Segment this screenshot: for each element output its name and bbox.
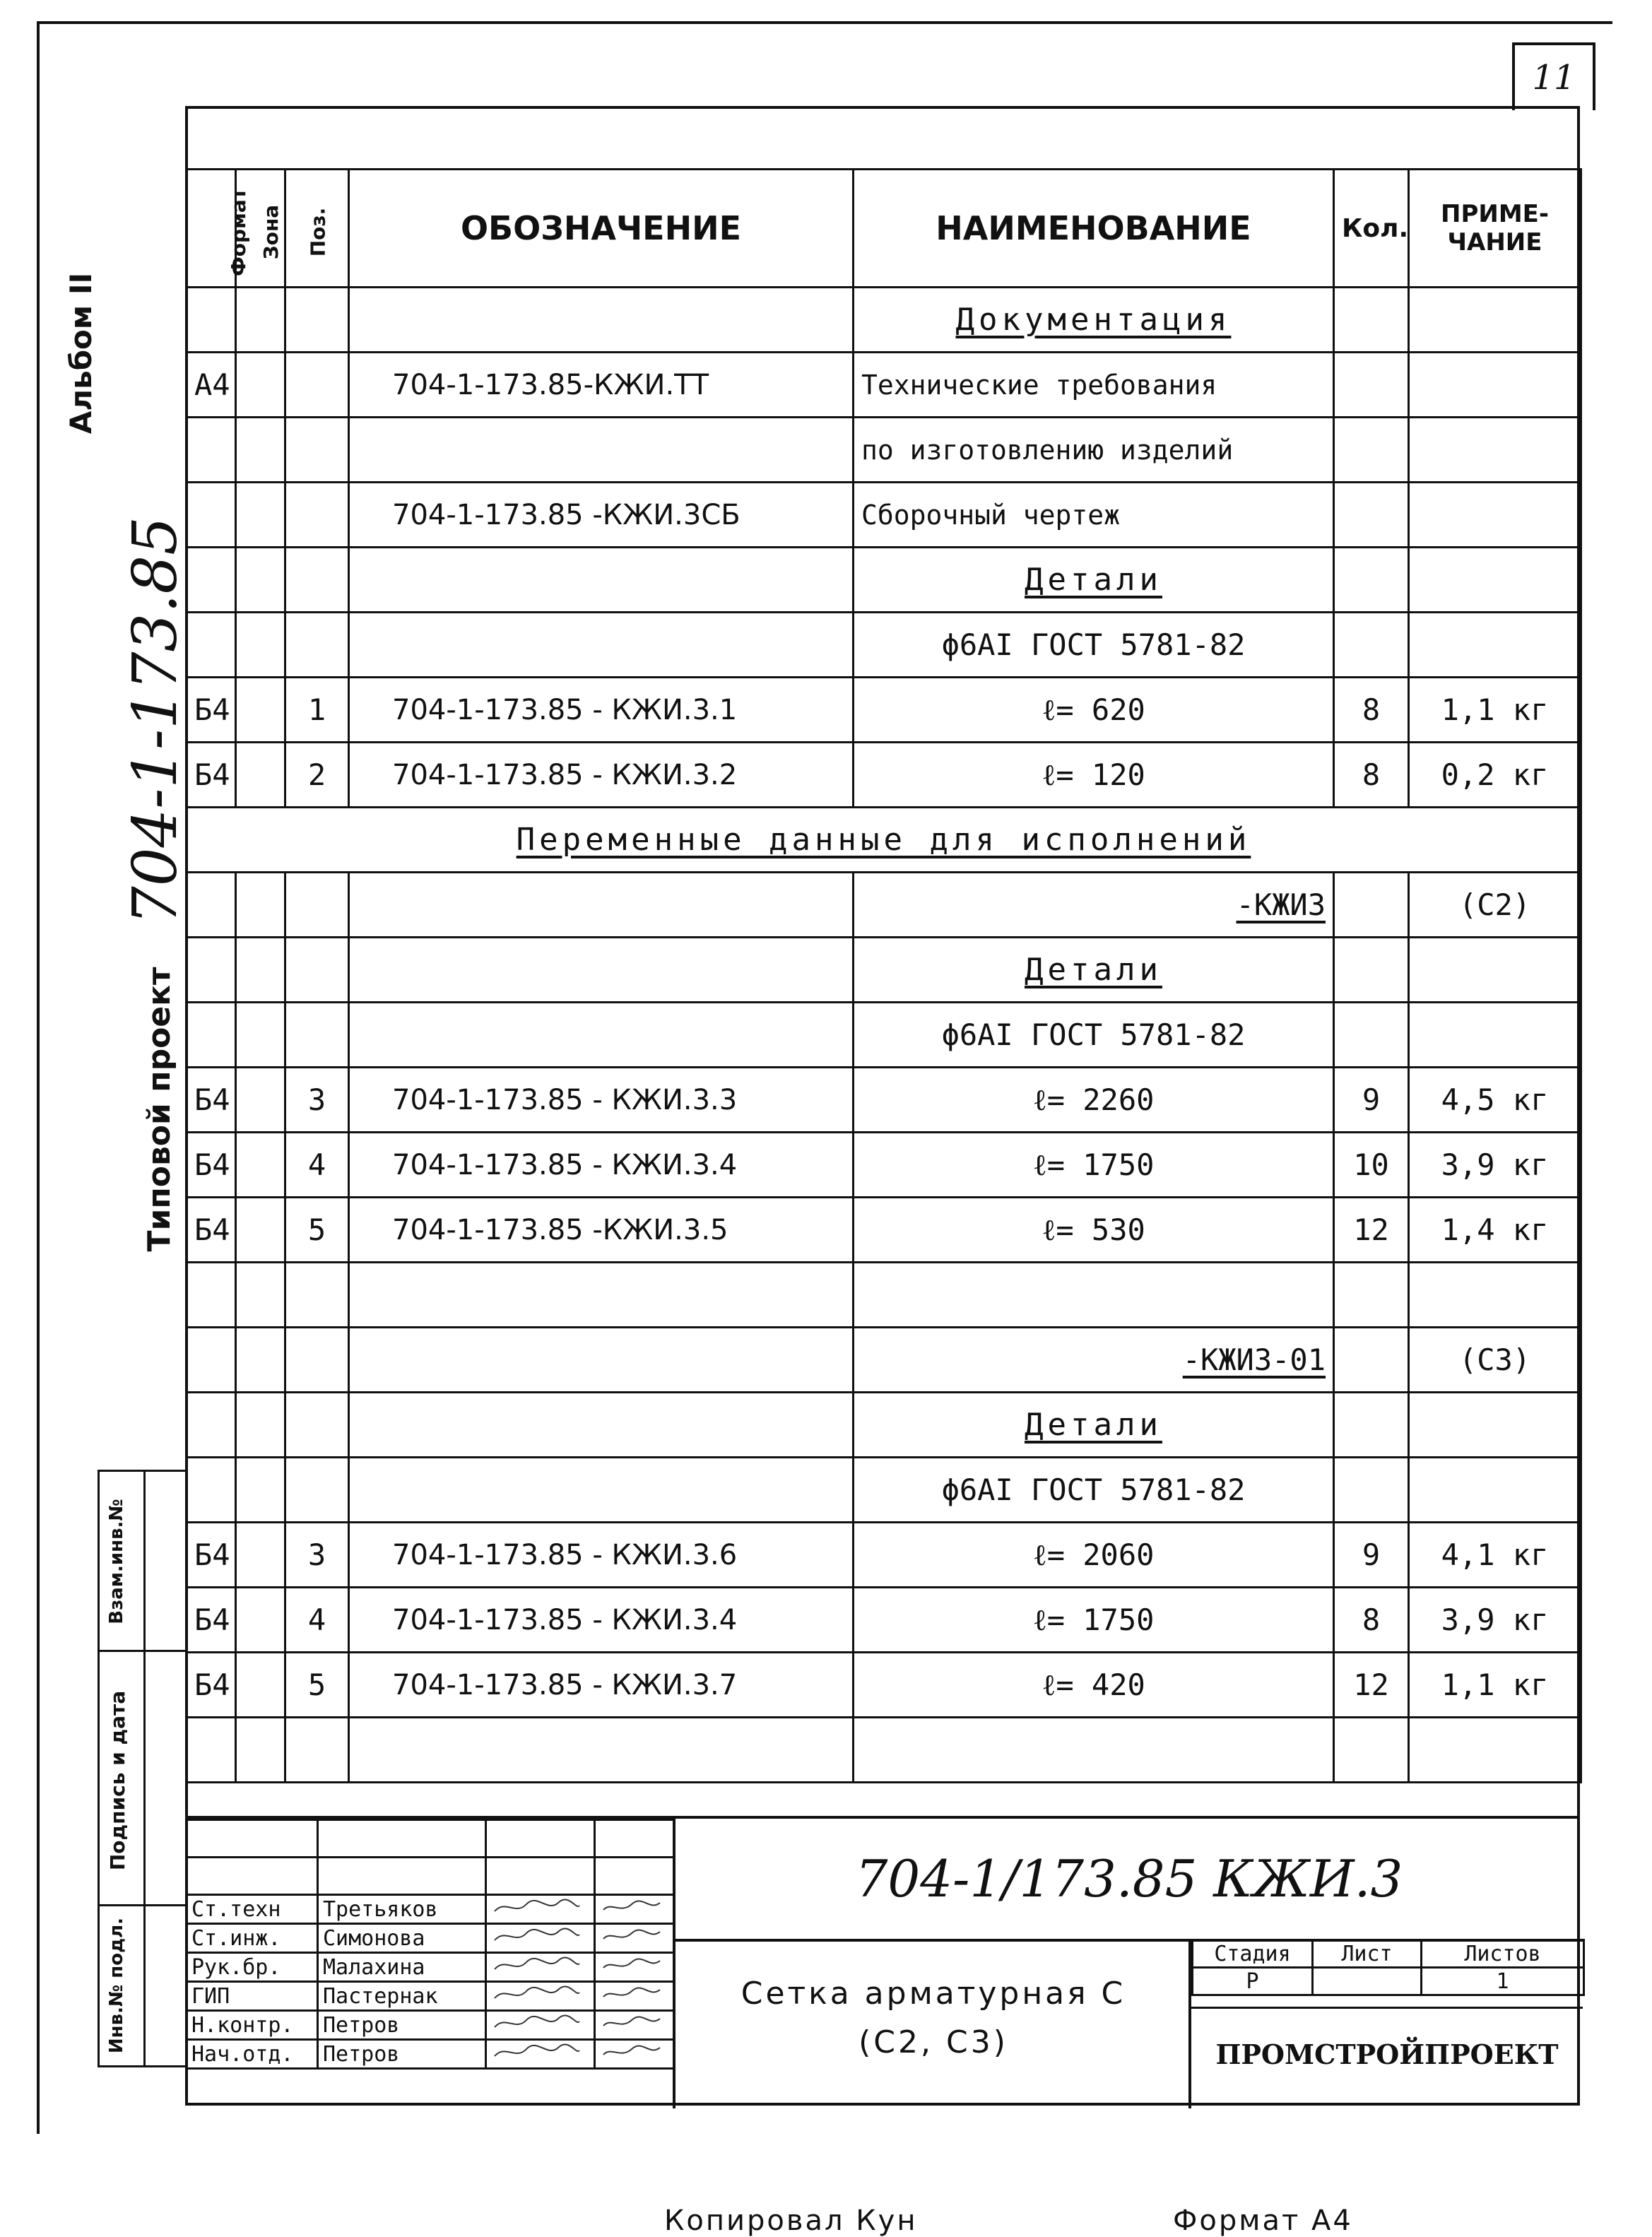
cell-pos: 4 xyxy=(285,1588,349,1653)
cell-note xyxy=(1409,548,1581,613)
spec-row xyxy=(187,1263,1581,1328)
cell-name: Детали xyxy=(854,1393,1334,1458)
cell-note xyxy=(1409,938,1581,1003)
cell-note: (С2) xyxy=(1409,873,1581,938)
cell-note xyxy=(1409,1458,1581,1523)
specification-table xyxy=(185,168,1582,1783)
cell-zone xyxy=(236,1133,285,1198)
spec-row xyxy=(187,1068,1581,1133)
signatory-role: Ст.инж. xyxy=(187,1924,318,1953)
signatory-row xyxy=(187,2040,674,2069)
cell-qty xyxy=(1334,613,1409,678)
cell-format xyxy=(187,1003,236,1068)
cell-qty xyxy=(1334,938,1409,1003)
cell-designation xyxy=(349,1393,854,1458)
header-format: Формат xyxy=(187,170,236,288)
spec-row xyxy=(187,743,1581,808)
cell-name: ℓ= 2260 xyxy=(854,1068,1334,1133)
spec-row xyxy=(187,1718,1581,1783)
spec-row xyxy=(187,1523,1581,1588)
cell-designation: 704-1-173.85 - КЖИ.3.2 xyxy=(349,743,854,808)
signatory-name: Петров xyxy=(318,2040,486,2069)
signatory-signature xyxy=(486,2040,595,2069)
cell-qty xyxy=(1334,548,1409,613)
cell-qty xyxy=(1334,418,1409,483)
cell-format xyxy=(187,1263,236,1328)
spec-row xyxy=(187,808,1581,873)
cell-designation xyxy=(349,1718,854,1783)
cell-zone xyxy=(236,1263,285,1328)
spec-body xyxy=(187,288,1581,1783)
cell-pos: 4 xyxy=(285,1133,349,1198)
signatory-role: Рук.бр. xyxy=(187,1953,318,1982)
cell-pos xyxy=(285,1003,349,1068)
cell-format: Б4 xyxy=(187,1133,236,1198)
cell-qty xyxy=(1334,1393,1409,1458)
cell-name: ϕ6АI ГОСТ 5781-82 xyxy=(854,1003,1334,1068)
cell-pos xyxy=(285,873,349,938)
document-code-cell xyxy=(673,1819,1583,1942)
section-heading xyxy=(187,808,1581,873)
signature-scribble xyxy=(491,1983,583,2004)
cell-zone xyxy=(236,1068,285,1133)
spec-header-row xyxy=(187,170,1581,288)
cell-zone xyxy=(236,1718,285,1783)
cell-zone xyxy=(236,288,285,353)
cell-designation: 704-1-173.85-КЖИ.ТТ xyxy=(349,353,854,418)
cell-name: Детали xyxy=(854,548,1334,613)
handwritten-signature xyxy=(491,1990,583,2008)
stage-table xyxy=(1191,1939,1585,1996)
cell-designation xyxy=(349,873,854,938)
date-scribble xyxy=(600,1896,663,1917)
cell-designation xyxy=(349,1458,854,1523)
spec-row xyxy=(187,1653,1581,1718)
cell-note xyxy=(1409,1393,1581,1458)
spec-row xyxy=(187,873,1581,938)
blank-cell xyxy=(187,1858,318,1895)
date-scribble xyxy=(600,2012,663,2033)
signatory-table xyxy=(185,1819,675,2070)
cell-name: Сборочный чертеж xyxy=(854,483,1334,548)
cell-zone xyxy=(236,1458,285,1523)
cell-format: Б4 xyxy=(187,1653,236,1718)
cell-designation xyxy=(349,548,854,613)
cell-zone xyxy=(236,1393,285,1458)
signatory-name: Третьяков xyxy=(318,1895,486,1924)
cell-name: -КЖИ3-01 xyxy=(854,1328,1334,1393)
cell-designation xyxy=(349,613,854,678)
inv-sub-label: Взам.инв.№ xyxy=(106,1499,127,1624)
cell-designation xyxy=(349,1003,854,1068)
cell-note: 3,9 кг xyxy=(1409,1133,1581,1198)
cell-note: 1,4 кг xyxy=(1409,1198,1581,1263)
spec-row xyxy=(187,418,1581,483)
cell-zone xyxy=(236,1523,285,1588)
signatory-name: Пастернак xyxy=(318,1982,486,2011)
cell-pos: 3 xyxy=(285,1523,349,1588)
cell-designation: 704-1-173.85 - КЖИ.3.6 xyxy=(349,1523,854,1588)
cell-name: ℓ= 1750 xyxy=(854,1588,1334,1653)
handwritten-signature xyxy=(491,2048,583,2066)
sheet-value xyxy=(1313,1968,1422,1995)
signatory-date xyxy=(595,1982,674,2011)
handwritten-date xyxy=(600,1932,663,1950)
signatory-blank-row xyxy=(187,1858,674,1895)
cell-qty xyxy=(1334,288,1409,353)
cell-qty: 8 xyxy=(1334,678,1409,743)
typical-project-label: Типовой проект xyxy=(141,967,177,1252)
cell-name: ℓ= 620 xyxy=(854,678,1334,743)
blank-cell xyxy=(318,1820,486,1858)
cell-format xyxy=(187,1718,236,1783)
cell-pos xyxy=(285,1263,349,1328)
cell-qty xyxy=(1334,1458,1409,1523)
signatory-signature xyxy=(486,1924,595,1953)
cell-pos xyxy=(285,613,349,678)
cell-qty xyxy=(1334,1003,1409,1068)
inv-original-label: Инв.№ подл. xyxy=(106,1917,127,2054)
blank-cell xyxy=(318,1858,486,1895)
cell-designation xyxy=(349,288,854,353)
spec-row xyxy=(187,613,1581,678)
cell-qty xyxy=(1334,1328,1409,1393)
cell-zone xyxy=(236,418,285,483)
cell-name: ϕ6АI ГОСТ 5781-82 xyxy=(854,1458,1334,1523)
signature-scribble xyxy=(491,2041,583,2062)
cell-pos: 5 xyxy=(285,1653,349,1718)
spec-row xyxy=(187,1458,1581,1523)
cell-zone xyxy=(236,1198,285,1263)
spec-row xyxy=(187,1133,1581,1198)
cell-name: Технические требования xyxy=(854,353,1334,418)
signature-scribble xyxy=(491,2012,583,2033)
cell-format: А4 xyxy=(187,353,236,418)
cell-qty: 8 xyxy=(1334,1588,1409,1653)
cell-pos: 3 xyxy=(285,1068,349,1133)
cell-name: Детали xyxy=(854,938,1334,1003)
header-pos: Поз. xyxy=(285,170,349,288)
cell-designation: 704-1-173.85 - КЖИ.3.3 xyxy=(349,1068,854,1133)
cell-designation xyxy=(349,938,854,1003)
cell-format: Б4 xyxy=(187,678,236,743)
cell-zone xyxy=(236,1328,285,1393)
cell-designation: 704-1-173.85 - КЖИ.3.1 xyxy=(349,678,854,743)
cell-note xyxy=(1409,353,1581,418)
date-scribble xyxy=(600,1925,663,1946)
cell-name: ℓ= 120 xyxy=(854,743,1334,808)
cell-qty: 9 xyxy=(1334,1068,1409,1133)
cell-name: ℓ= 420 xyxy=(854,1653,1334,1718)
signatory-signature xyxy=(486,2011,595,2040)
cell-note: 4,1 кг xyxy=(1409,1523,1581,1588)
cell-format: Б4 xyxy=(187,1523,236,1588)
spec-row xyxy=(187,1588,1581,1653)
blank-cell xyxy=(486,1858,595,1895)
date-scribble xyxy=(600,1954,663,1975)
sheet-label: Лист xyxy=(1313,1940,1422,1968)
header-name: НАИМЕНОВАНИЕ xyxy=(854,170,1334,288)
section-heading-text: Переменные данные для исполнений xyxy=(516,822,1251,858)
spec-row xyxy=(187,288,1581,353)
cell-format xyxy=(187,613,236,678)
cell-qty: 12 xyxy=(1334,1653,1409,1718)
signature-date-label: Подпись и дата xyxy=(106,1690,129,1871)
date-scribble xyxy=(600,2041,663,2062)
document-code: 704-1/173.85 КЖИ.3 xyxy=(855,1849,1403,1908)
cell-name: ℓ= 1750 xyxy=(854,1133,1334,1198)
signatory-body xyxy=(187,1820,674,2069)
cell-zone xyxy=(236,938,285,1003)
cell-format: Б4 xyxy=(187,1198,236,1263)
cell-qty xyxy=(1334,483,1409,548)
drawing-title-line2: (С2, С3) xyxy=(859,2024,1008,2060)
organization-name: ПРОМСТРОЙПРОЕКТ xyxy=(1191,2007,1583,2101)
cell-qty: 12 xyxy=(1334,1198,1409,1263)
cell-pos xyxy=(285,288,349,353)
drawing-title-line1: Сетка арматурная С xyxy=(741,1976,1126,2012)
handwritten-signature xyxy=(491,1903,583,1921)
cell-format xyxy=(187,418,236,483)
signatory-name: Малахина xyxy=(318,1953,486,1982)
cell-designation: 704-1-173.85 -КЖИ.3.5 xyxy=(349,1198,854,1263)
cell-zone xyxy=(236,1653,285,1718)
signatory-row xyxy=(187,1895,674,1924)
cell-pos xyxy=(285,483,349,548)
stage-value: Р xyxy=(1193,1968,1313,1995)
spec-row xyxy=(187,548,1581,613)
cell-note: 0,2 кг xyxy=(1409,743,1581,808)
footer-format: Формат А4 xyxy=(1173,2204,1353,2237)
stage-header-row xyxy=(1193,1940,1584,1968)
cell-format: Б4 xyxy=(187,743,236,808)
cell-format xyxy=(187,1393,236,1458)
sheets-label: Листов xyxy=(1422,1940,1584,1968)
cell-note xyxy=(1409,1718,1581,1783)
cell-designation xyxy=(349,418,854,483)
sheet-number: 11 xyxy=(1532,58,1576,98)
cell-format xyxy=(187,483,236,548)
cell-name: ϕ6АI ГОСТ 5781-82 xyxy=(854,613,1334,678)
signatory-date xyxy=(595,1953,674,1982)
cell-note: 3,9 кг xyxy=(1409,1588,1581,1653)
cell-note xyxy=(1409,483,1581,548)
spec-row xyxy=(187,678,1581,743)
cell-pos xyxy=(285,418,349,483)
signatory-role: Ст.техн xyxy=(187,1895,318,1924)
cell-pos xyxy=(285,1458,349,1523)
cell-pos: 5 xyxy=(285,1198,349,1263)
cell-qty xyxy=(1334,1263,1409,1328)
cell-name: по изготовлению изделий xyxy=(854,418,1334,483)
cell-zone xyxy=(236,1588,285,1653)
cell-designation xyxy=(349,1328,854,1393)
cell-zone xyxy=(236,613,285,678)
blank-cell xyxy=(595,1820,674,1858)
signatory-date xyxy=(595,2040,674,2069)
cell-pos xyxy=(285,353,349,418)
cell-qty: 8 xyxy=(1334,743,1409,808)
header-qty: Кол. xyxy=(1334,170,1409,288)
cell-pos xyxy=(285,1393,349,1458)
handwritten-date xyxy=(600,2048,663,2066)
header-designation: ОБОЗНАЧЕНИЕ xyxy=(349,170,854,288)
cell-name: Документация xyxy=(854,288,1334,353)
cell-qty: 9 xyxy=(1334,1523,1409,1588)
cell-note xyxy=(1409,1263,1581,1328)
cell-note: (С3) xyxy=(1409,1328,1581,1393)
cell-format: Б4 xyxy=(187,1588,236,1653)
cell-qty xyxy=(1334,353,1409,418)
signatory-row xyxy=(187,1953,674,1982)
cell-zone xyxy=(236,483,285,548)
cell-zone xyxy=(236,743,285,808)
header-note: ПРИМЕ-ЧАНИЕ xyxy=(1409,170,1581,288)
sheets-value: 1 xyxy=(1422,1968,1584,1995)
cell-pos xyxy=(285,938,349,1003)
cell-pos xyxy=(285,548,349,613)
cell-name xyxy=(854,1263,1334,1328)
signatory-blank-row xyxy=(187,1820,674,1858)
cell-format xyxy=(187,1458,236,1523)
handwritten-date xyxy=(600,2019,663,2037)
signatory-date xyxy=(595,1924,674,1953)
signature-scribble xyxy=(491,1954,583,1975)
cell-qty xyxy=(1334,873,1409,938)
cell-designation: 704-1-173.85 - КЖИ.3.4 xyxy=(349,1588,854,1653)
album-label: Альбом II xyxy=(64,272,98,435)
cell-qty xyxy=(1334,1718,1409,1783)
drawing-title-cell xyxy=(673,1939,1191,2108)
cell-name: -КЖИ3 xyxy=(854,873,1334,938)
side-project-code: 704-1-173.85 xyxy=(120,517,191,925)
signatory-name: Симонова xyxy=(318,1924,486,1953)
cell-pos xyxy=(285,1328,349,1393)
cell-designation: 704-1-173.85 -КЖИ.3СБ xyxy=(349,483,854,548)
cell-format xyxy=(187,873,236,938)
spec-row xyxy=(187,483,1581,548)
cell-note xyxy=(1409,288,1581,353)
cell-note xyxy=(1409,1003,1581,1068)
cell-zone xyxy=(236,873,285,938)
signatory-row xyxy=(187,2011,674,2040)
cell-format xyxy=(187,548,236,613)
cell-name: ℓ= 2060 xyxy=(854,1523,1334,1588)
handwritten-date xyxy=(600,1961,663,1979)
signatory-role: Нач.отд. xyxy=(187,2040,318,2069)
cell-zone xyxy=(236,548,285,613)
cell-qty: 10 xyxy=(1334,1133,1409,1198)
spec-row xyxy=(187,353,1581,418)
signatory-row xyxy=(187,1924,674,1953)
stage-label: Стадия xyxy=(1193,1940,1313,1968)
cell-zone xyxy=(236,353,285,418)
signatory-row xyxy=(187,1982,674,2011)
handwritten-signature xyxy=(491,1932,583,1950)
signatory-date xyxy=(595,1895,674,1924)
handwritten-date xyxy=(600,1903,663,1921)
signatory-date xyxy=(595,2011,674,2040)
cell-pos: 1 xyxy=(285,678,349,743)
signatory-signature xyxy=(486,1895,595,1924)
header-zone: Зона xyxy=(236,170,285,288)
signature-scribble xyxy=(491,1896,583,1917)
cell-pos: 2 xyxy=(285,743,349,808)
cell-designation: 704-1-173.85 - КЖИ.3.7 xyxy=(349,1653,854,1718)
blank-cell xyxy=(187,1820,318,1858)
signatory-name: Петров xyxy=(318,2011,486,2040)
cell-format xyxy=(187,938,236,1003)
cell-pos xyxy=(285,1718,349,1783)
sheet-number-box xyxy=(1512,42,1595,110)
footer-copied-by: Копировал Кун xyxy=(664,2204,918,2237)
cell-note: 1,1 кг xyxy=(1409,678,1581,743)
date-scribble xyxy=(600,1983,663,2004)
strip-col-divider xyxy=(143,1472,146,2065)
handwritten-signature xyxy=(491,2019,583,2037)
signature-scribble xyxy=(491,1925,583,1946)
cell-note xyxy=(1409,418,1581,483)
spec-row xyxy=(187,1198,1581,1263)
cell-designation: 704-1-173.85 - КЖИ.3.4 xyxy=(349,1133,854,1198)
cell-format: Б4 xyxy=(187,1068,236,1133)
signatory-role: Н.контр. xyxy=(187,2011,318,2040)
handwritten-date xyxy=(600,1990,663,2008)
cell-name xyxy=(854,1718,1334,1783)
cell-designation xyxy=(349,1263,854,1328)
cell-note xyxy=(1409,613,1581,678)
spec-row xyxy=(187,1328,1581,1393)
cell-note: 4,5 кг xyxy=(1409,1068,1581,1133)
stage-value-row xyxy=(1193,1968,1584,1995)
signatory-signature xyxy=(486,1982,595,2011)
spec-row xyxy=(187,1393,1581,1458)
stage-sheet-grid xyxy=(1188,1939,1583,2108)
spec-row xyxy=(187,1003,1581,1068)
cell-format xyxy=(187,288,236,353)
blank-cell xyxy=(486,1820,595,1858)
cell-name: ℓ= 530 xyxy=(854,1198,1334,1263)
cell-zone xyxy=(236,1003,285,1068)
blank-cell xyxy=(595,1858,674,1895)
cell-zone xyxy=(236,678,285,743)
handwritten-signature xyxy=(491,1961,583,1979)
spec-row xyxy=(187,938,1581,1003)
cell-format xyxy=(187,1328,236,1393)
signatory-signature xyxy=(486,1953,595,1982)
title-block xyxy=(185,1816,1580,2108)
cell-note: 1,1 кг xyxy=(1409,1653,1581,1718)
signatory-role: ГИП xyxy=(187,1982,318,2011)
